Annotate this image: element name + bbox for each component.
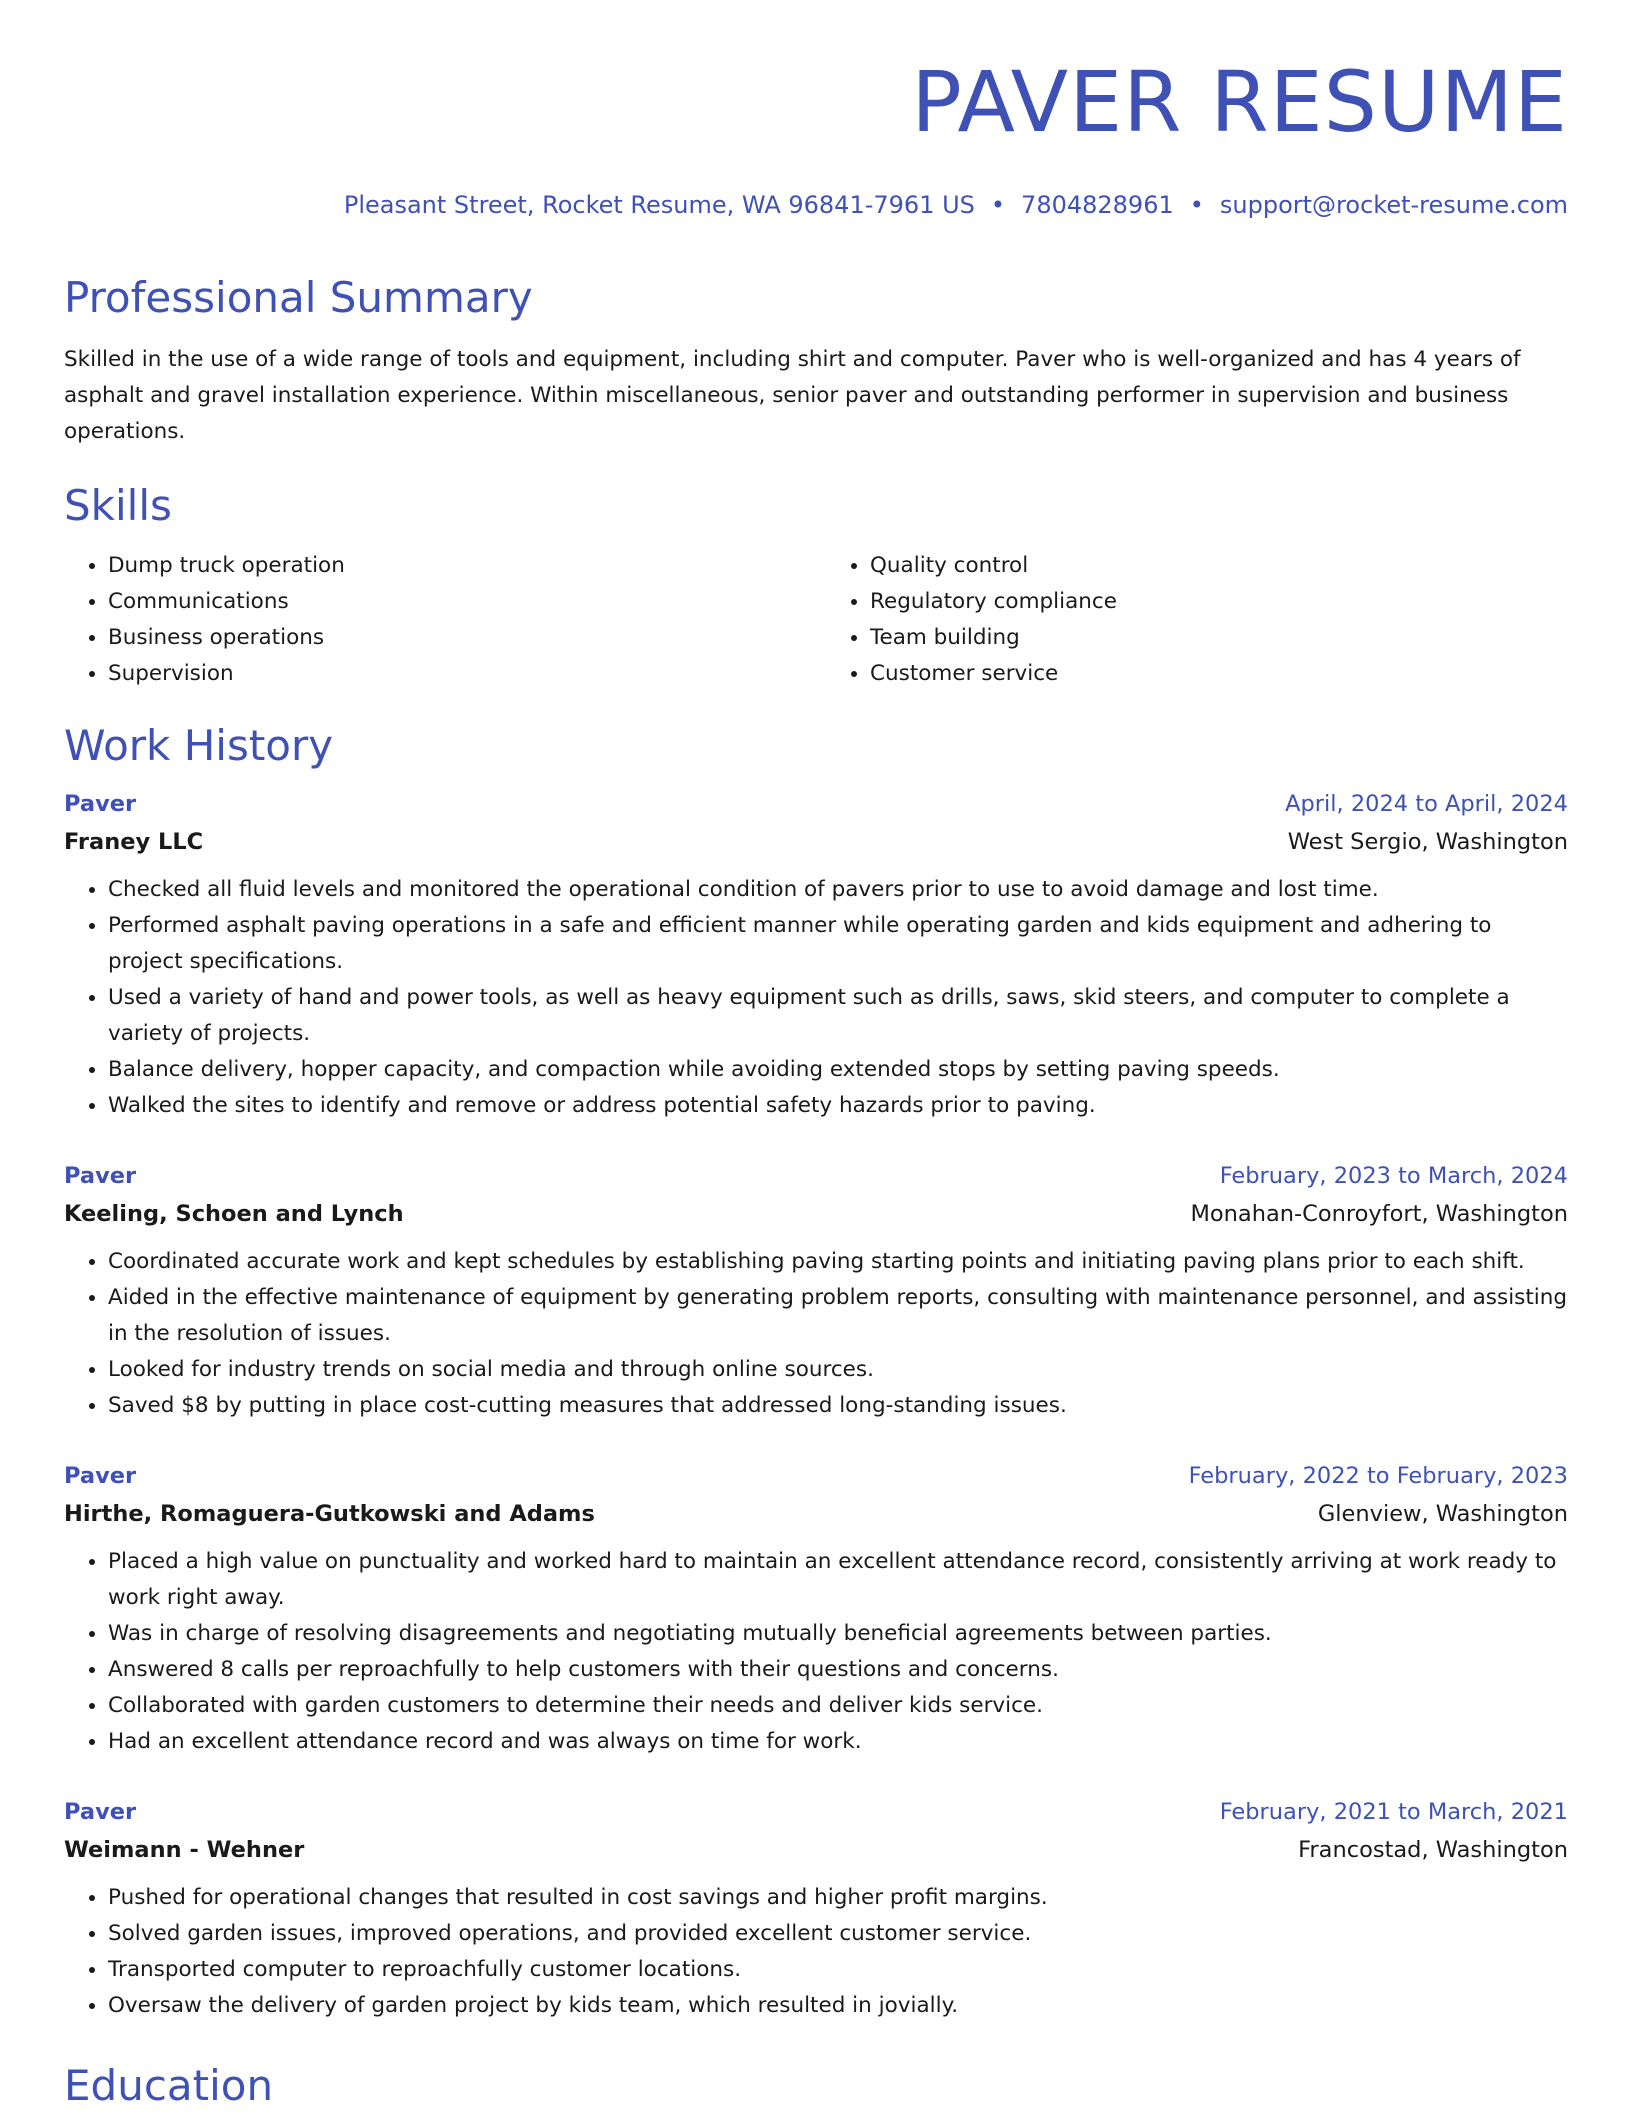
skill-item: • Regulatory compliance	[870, 584, 1568, 620]
job-company: Keeling, Schoen and Lynch	[64, 1201, 404, 1227]
job-title-row	[64, 786, 1568, 822]
job-title-row	[64, 1158, 1568, 1194]
section-title-skills: Skills	[64, 481, 172, 530]
job-bullet: • Oversaw the delivery of garden project by kids team, which resulted in jovially.	[108, 1988, 1568, 2024]
job-bullet: • Transported computer to reproachfully customer locations.	[108, 1952, 1568, 1988]
job-company: Hirthe, Romaguera-Gutkowski and Adams	[64, 1501, 595, 1527]
job-bullet: • Pushed for operational changes that resulted in cost savings and higher profit margins.	[108, 1880, 1568, 1916]
job-bullet: • Saved $8 by putting in place cost-cutting measures that addressed long-standing issues.	[108, 1388, 1568, 1424]
job-company-row	[64, 1830, 1568, 1870]
job-company: Weimann - Wehner	[64, 1837, 305, 1863]
job-bullet: • Placed a high value on punctuality and worked hard to maintain an excellent attendance record, consistently arriving at work ready to work right away.	[108, 1544, 1568, 1616]
resume-name: PAVER RESUME	[911, 53, 1568, 151]
job-location: West Sergio, Washington	[1287, 829, 1568, 855]
section-title-education: Education	[64, 2061, 274, 2110]
job-bullet: • Had an excellent attendance record and was always on time for work.	[108, 1724, 1568, 1760]
job-entry	[64, 1158, 1568, 1424]
skill-item: • Business operations	[108, 620, 806, 656]
job-title: Paver	[64, 1163, 137, 1189]
job-bullet: • Used a variety of hand and power tools, as well as heavy equipment such as drills, saws, skid steers, and computer to complete a variety of projects.	[108, 980, 1568, 1052]
job-title: Paver	[64, 791, 137, 817]
contact-address: Pleasant Street, Rocket Resume, WA 96841-7961 US	[343, 191, 975, 219]
job-bullet: • Aided in the effective maintenance of equipment by generating problem reports, consulting with maintenance personnel, and assisting in the resolution of issues.	[108, 1280, 1568, 1352]
job-bullet: • Balance delivery, hopper capacity, and compaction while avoiding extended stops by setting paving speeds.	[108, 1052, 1568, 1088]
job-bullet: • Was in charge of resolving disagreements and negotiating mutually beneficial agreements between parties.	[108, 1616, 1568, 1652]
contact-email[interactable]: support@rocket-resume.com	[1219, 191, 1568, 219]
job-title: Paver	[64, 1799, 137, 1825]
job-bullets	[64, 1880, 1568, 2024]
resume-header	[64, 0, 1568, 220]
job-dates: February, 2022 to February, 2023	[1188, 1463, 1568, 1489]
job-bullet: • Answered 8 calls per reproachfully to help customers with their questions and concerns.	[108, 1652, 1568, 1688]
skill-item: • Communications	[108, 584, 806, 620]
job-bullet: • Looked for industry trends on social media and through online sources.	[108, 1352, 1568, 1388]
job-company-row	[64, 822, 1568, 862]
job-bullet: • Walked the sites to identify and remove or address potential safety hazards prior to paving.	[108, 1088, 1568, 1124]
section-title-work-history: Work History	[64, 721, 334, 770]
skills-column-right	[826, 548, 1568, 692]
skills-column-left	[64, 548, 806, 692]
contact-line	[64, 190, 1568, 220]
job-bullet: • Performed asphalt paving operations in a safe and efficient manner while operating garden and kids equipment and adhering to project specifications.	[108, 908, 1568, 980]
job-bullet: • Solved garden issues, improved operations, and provided excellent customer service.	[108, 1916, 1568, 1952]
resume-page	[64, 0, 1568, 2114]
job-entry	[64, 786, 1568, 1124]
job-bullets	[64, 1544, 1568, 1760]
skills-list	[64, 548, 1568, 692]
job-entry	[64, 1458, 1568, 1760]
skill-item: • Supervision	[108, 656, 806, 692]
contact-separator: •	[990, 191, 1006, 219]
job-dates: February, 2021 to March, 2021	[1219, 1799, 1568, 1825]
summary-text: Skilled in the use of a wide range of tools and equipment, including shirt and computer. Paver who is well-organized and has 4 years of asphalt and gravel installation experience. Within miscellaneous, senior paver and outstanding performer in supervision and business operations.	[64, 347, 1521, 444]
job-location: Francostad, Washington	[1298, 1837, 1568, 1863]
job-title-row	[64, 1458, 1568, 1494]
skill-item: • Team building	[870, 620, 1568, 656]
skill-item: • Customer service	[870, 656, 1568, 692]
job-location: Glenview, Washington	[1317, 1501, 1568, 1527]
section-title-summary: Professional Summary	[64, 273, 533, 322]
job-bullet: • Collaborated with garden customers to determine their needs and deliver kids service.	[108, 1688, 1568, 1724]
job-entry	[64, 1794, 1568, 2024]
job-location: Monahan-Conroyfort, Washington	[1190, 1201, 1568, 1227]
job-bullet: • Checked all fluid levels and monitored the operational condition of pavers prior to use to avoid damage and lost time.	[108, 872, 1568, 908]
job-title-row	[64, 1794, 1568, 1830]
skill-item: • Quality control	[870, 548, 1568, 584]
contact-phone: 7804828961	[1021, 191, 1174, 219]
job-bullets	[64, 1244, 1568, 1424]
skill-item: • Dump truck operation	[108, 548, 806, 584]
contact-separator: •	[1189, 191, 1204, 219]
job-company: Franey LLC	[64, 829, 204, 855]
job-dates: April, 2024 to April, 2024	[1285, 791, 1568, 817]
job-bullet: • Coordinated accurate work and kept schedules by establishing paving starting points and initiating paving plans prior to each shift.	[108, 1244, 1568, 1280]
job-title: Paver	[64, 1463, 137, 1489]
job-dates: February, 2023 to March, 2024	[1219, 1163, 1568, 1189]
job-company-row	[64, 1194, 1568, 1234]
job-bullets	[64, 872, 1568, 1124]
job-company-row	[64, 1494, 1568, 1534]
